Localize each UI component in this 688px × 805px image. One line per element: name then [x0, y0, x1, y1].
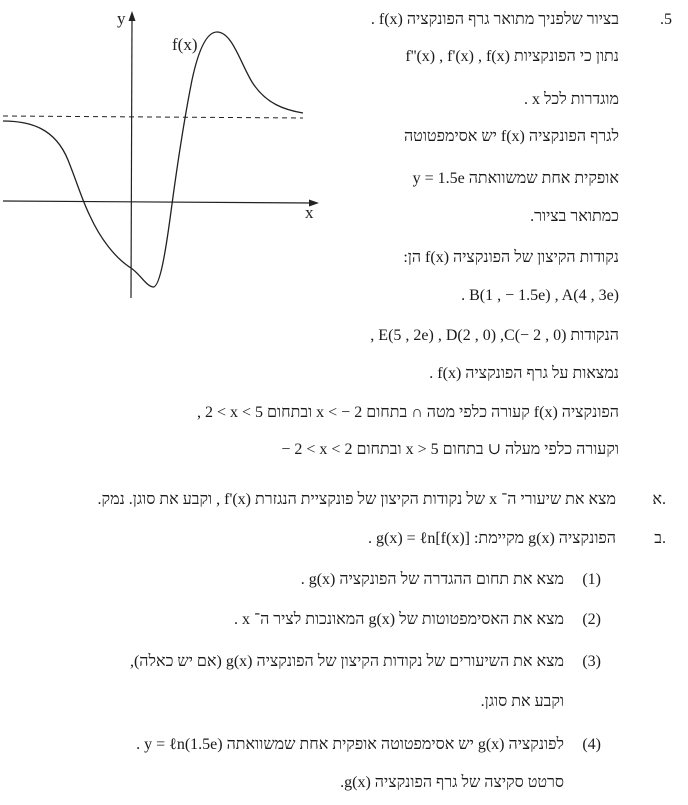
part-text: הפונקציה [554, 530, 616, 547]
intro-text: לגרף הפונקציה [524, 128, 619, 145]
intro-text: נמצאות על גרף הפונקציה [461, 365, 619, 382]
intro-text: כמתואר בציור. [530, 208, 619, 225]
y-axis-arrow-icon [129, 11, 136, 21]
intro-math: . f(x) [370, 11, 403, 28]
subpart-text: מצא את האסימפטוטות של [395, 611, 564, 628]
intro-text: וקעורה כלפי מעלה ∪ בתחום [438, 441, 619, 458]
x-axis [3, 201, 314, 203]
subpart-4 [136, 735, 564, 755]
horizontal-asymptote [3, 116, 303, 118]
intro-text: נקודות הקיצון של הפונקציה [449, 249, 619, 266]
subpart-3 [130, 652, 564, 672]
part-b-label: ב. [654, 530, 666, 547]
intro-line-4 [404, 127, 619, 147]
subpart-math: g(x) [225, 653, 253, 670]
subpart-1-label: (1) [582, 571, 601, 588]
subpart-math: . g(x) [300, 571, 336, 588]
part-b [368, 529, 616, 549]
intro-math: f(x) [533, 404, 558, 421]
intro-line-10 [429, 364, 619, 384]
x-axis-label: x [305, 203, 314, 222]
intro-text: מוגדרות לכל [539, 91, 619, 108]
intro-math: − 2 < x < 2 [281, 441, 353, 458]
intro-line-2 [405, 47, 619, 67]
intro-math: . x [523, 91, 540, 108]
y-axis-label: y [117, 9, 126, 28]
function-curve [3, 32, 303, 287]
question-number: .5 [660, 11, 672, 28]
part-text: של נקודות הקיצון של פונקציית הנגזרת [251, 491, 490, 508]
part-math: . g(x) = ℓn[f(x)] [368, 530, 470, 547]
intro-math: f(x) [425, 249, 450, 266]
intro-math: , 2 < x < 5 [197, 404, 264, 421]
intro-text: ובתחום [263, 404, 317, 421]
intro-math: y = 1.5e [412, 170, 465, 187]
intro-text: הפונקציה [557, 404, 619, 421]
subpart-3-label: (3) [582, 653, 601, 670]
subpart-text: המאונכות לציר ה־ [249, 611, 369, 628]
intro-math: x < − 2 [316, 404, 363, 421]
intro-line-1 [371, 10, 619, 30]
intro-text: יש אסימפטוטה [403, 128, 501, 145]
subpart-math: . y = ℓn(1.5e) [136, 736, 223, 753]
intro-text: קעורה כלפי מטה ∩ בתחום [362, 404, 534, 421]
subpart-text: לפונקציה [504, 736, 564, 753]
subpart-text: מצא את תחום ההגדרה של הפונקציה [335, 571, 564, 588]
subpart-math: . x [233, 611, 250, 628]
subpart-math: g(x) [368, 611, 396, 628]
intro-line-11 [197, 403, 619, 423]
part-text: מקיימת: [469, 530, 529, 547]
intro-math: x > 5 [405, 441, 439, 458]
intro-text: נתון כי הפונקציות [509, 48, 619, 65]
part-math: f'(x) [224, 491, 252, 508]
part-math: g(x) [528, 530, 555, 547]
intro-line-9 [370, 326, 619, 346]
intro-text: בציור שלפניך מתואר גרף הפונקציה [402, 11, 619, 28]
part-a-label: א. [652, 491, 666, 508]
points-list: , E(5 , 2e) , D(2 , 0) ,C(− 2 , 0) [370, 327, 567, 344]
subpart-math: g(x) [477, 736, 505, 753]
subpart-math: .g(x) [340, 774, 371, 791]
part-math: x [489, 491, 498, 508]
intro-text: הן: [403, 249, 426, 266]
part-a [98, 490, 616, 510]
subpart-text: יש אסימפטוטה אופקית אחת שמשוואתה [222, 736, 478, 753]
part-text: מצא את שיעורי ה־ [497, 491, 616, 508]
y-axis [131, 18, 132, 298]
intro-math: f''(x) , f'(x) , f(x) [405, 48, 510, 65]
subpart-1 [301, 570, 564, 590]
intro-line-5 [413, 169, 619, 189]
function-graph [0, 0, 330, 310]
subpart-4-label: (4) [582, 736, 601, 753]
subpart-2-label: (2) [582, 611, 601, 628]
subpart-2 [234, 610, 564, 630]
subpart-text: וקבע את סוגן. [480, 693, 564, 710]
intro-text: ובתחום [352, 441, 406, 458]
intro-line-7 [403, 248, 619, 268]
intro-line-6 [530, 207, 619, 227]
subpart-text: סרטט סקיצה של גרף הפונקציה [370, 774, 564, 791]
part-text: , וקבע את סוגן. נמק. [97, 491, 225, 508]
intro-line-3 [524, 90, 619, 110]
graph-svg [0, 0, 330, 310]
intro-math: f(x) [500, 128, 525, 145]
subpart-text: (אם יש כאלה), [129, 653, 226, 670]
subpart-4-continued [340, 773, 564, 793]
intro-line-8 [461, 286, 619, 306]
intro-text: הנקודות [566, 327, 619, 344]
intro-line-12 [281, 440, 619, 460]
intro-math: . f(x) [429, 365, 462, 382]
extremum-points: . B(1 , − 1.5e) , A(4 , 3e) [461, 287, 619, 304]
intro-text: אופקית אחת שמשוואתה [464, 170, 619, 187]
curve-label: f(x) [172, 35, 198, 54]
subpart-3-continued [481, 692, 564, 712]
subpart-text: מצא את השיעורים של נקודות הקיצון של הפונקציה [252, 653, 564, 670]
